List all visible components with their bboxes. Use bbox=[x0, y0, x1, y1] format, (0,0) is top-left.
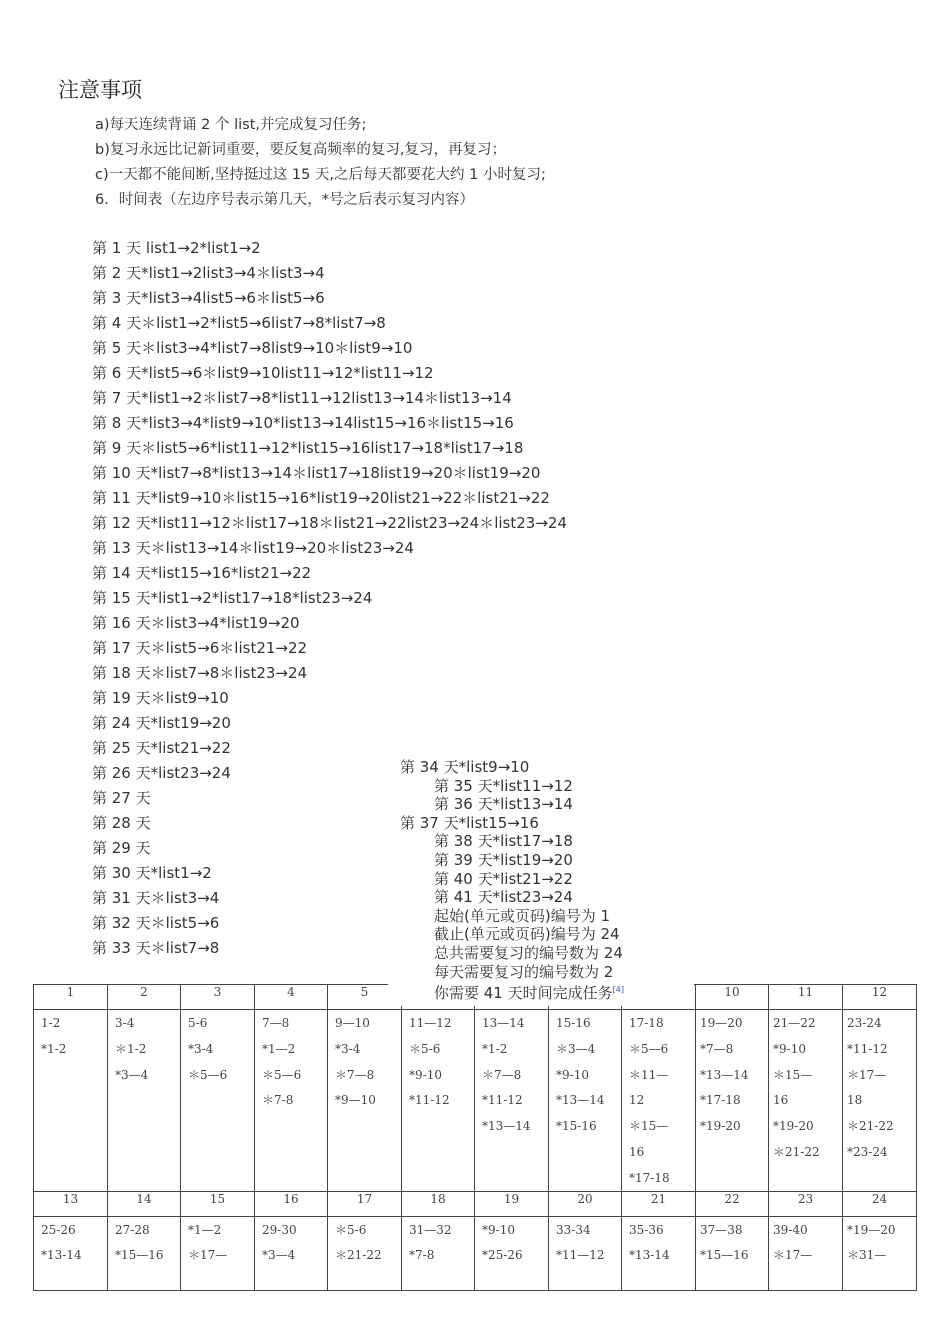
cell-line: ＊3—4 bbox=[556, 1041, 596, 1056]
day-number-cell: 11 bbox=[769, 985, 843, 1010]
schedule-day-line: 第 18 天＊list7→8＊list23→24 bbox=[92, 664, 308, 682]
cell-line: ＊11— bbox=[629, 1067, 669, 1082]
cell-line: *1—2 bbox=[188, 1222, 222, 1237]
cell-line: *19-20 bbox=[773, 1119, 814, 1134]
cell-line: *25-26 bbox=[482, 1248, 523, 1263]
cell-line: *1-2 bbox=[482, 1041, 508, 1056]
cell-line: *9-10 bbox=[773, 1041, 806, 1056]
cell-line: 18 bbox=[847, 1093, 863, 1108]
cell-line: 19—20 bbox=[700, 1016, 743, 1030]
day-content-cell bbox=[34, 1010, 108, 1192]
cell-line: *13—14 bbox=[556, 1093, 605, 1108]
cell-line: ＊21-22 bbox=[773, 1144, 820, 1159]
day-content-cell bbox=[549, 1010, 622, 1192]
schedule-day-line: 第 30 天*list1→2 bbox=[92, 864, 212, 882]
cell-line: ＊15— bbox=[629, 1119, 669, 1134]
day-content-cell bbox=[696, 1216, 769, 1290]
day-content-cell bbox=[328, 1216, 402, 1290]
day-content-cell bbox=[328, 1010, 402, 1192]
day-number-cell: 20 bbox=[549, 1191, 622, 1216]
schedule-right-column bbox=[400, 758, 624, 1003]
cell-line: *3—4 bbox=[115, 1067, 149, 1082]
cell-line: ＊31— bbox=[847, 1248, 887, 1263]
day-number-cell: 19 bbox=[475, 1191, 549, 1216]
table-row bbox=[34, 1216, 917, 1290]
cell-line: *9—10 bbox=[335, 1093, 376, 1108]
schedule-text: 第 36 天*list13→14 bbox=[434, 795, 573, 814]
cell-line: ＊17— bbox=[847, 1067, 887, 1082]
cell-line: 16 bbox=[773, 1093, 789, 1108]
cell-line: *13-14 bbox=[41, 1248, 82, 1263]
day-content-cell bbox=[255, 1216, 328, 1290]
cell-line: ＊5-6 bbox=[335, 1222, 367, 1237]
day-number-cell: 18 bbox=[402, 1191, 475, 1216]
day-content-cell bbox=[181, 1010, 255, 1192]
schedule-day-line: 第 25 天*list21→22 bbox=[92, 739, 231, 757]
cell-line: *17-18 bbox=[629, 1170, 670, 1185]
schedule-day-line bbox=[400, 963, 624, 982]
schedule-day-line: 第 8 天*list3→4*list9→10*list13→14list15→16＊list15→16 bbox=[92, 414, 514, 432]
day-number-cell: 24 bbox=[843, 1191, 917, 1216]
schedule-day-line: 第 5 天＊list3→4*list7→8list9→10＊list9→10 bbox=[92, 339, 413, 357]
cell-line: *13—14 bbox=[700, 1067, 749, 1082]
cell-line: ＊7-8 bbox=[262, 1093, 294, 1108]
cell-line: 21—22 bbox=[773, 1016, 816, 1030]
schedule-day-line: 第 29 天 bbox=[92, 839, 151, 857]
schedule-day-line: 第 10 天*list7→8*list13→14＊list17→18list19→20＊list19→20 bbox=[92, 464, 541, 482]
day-number-cell: 2 bbox=[108, 985, 181, 1010]
schedule-day-line bbox=[400, 758, 624, 777]
cell-line: 5-6 bbox=[188, 1016, 208, 1030]
schedule-text: 第 34 天*list9→10 bbox=[400, 758, 530, 776]
cell-line: *17-18 bbox=[700, 1093, 741, 1108]
cell-line: 1-2 bbox=[41, 1016, 61, 1030]
cell-line: ＊21-22 bbox=[335, 1248, 382, 1263]
cell-line: *1-2 bbox=[41, 1041, 67, 1056]
day-content-cell bbox=[402, 1010, 475, 1192]
cell-line: *11-12 bbox=[409, 1093, 450, 1108]
cell-line: 3-4 bbox=[115, 1016, 135, 1030]
cell-line: 33-34 bbox=[556, 1222, 591, 1237]
day-content-cell bbox=[769, 1010, 843, 1192]
day-content-cell bbox=[34, 1216, 108, 1290]
day-number-cell: 1 bbox=[34, 985, 108, 1010]
schedule-day-line: 第 32 天＊list5→6 bbox=[92, 914, 220, 932]
day-number-cell: 10 bbox=[696, 985, 769, 1010]
schedule-day-line: 第 4 天＊list1→2*list5→6list7→8*list7→8 bbox=[92, 314, 386, 332]
schedule-day-line: 第 31 天＊list3→4 bbox=[92, 889, 220, 907]
table-header-row bbox=[34, 1191, 917, 1216]
note-line: b)复习永远比记新词重要，要反复高频率的复习,复习，再复习； bbox=[95, 142, 506, 158]
schedule-day-line bbox=[400, 944, 624, 963]
schedule-day-line: 第 15 天*list1→2*list17→18*list23→24 bbox=[92, 589, 373, 607]
cell-line: ＊7—8 bbox=[335, 1067, 375, 1082]
cell-line: ＊1-2 bbox=[115, 1041, 147, 1056]
schedule-day-line: 第 2 天*list1→2list3→4＊list3→4 bbox=[92, 264, 325, 282]
schedule-day-line: 第 13 天＊list13→14＊list19→20＊list23→24 bbox=[92, 539, 414, 557]
cell-line: *7—8 bbox=[700, 1041, 734, 1056]
schedule-text: 第 41 天*list23→24 bbox=[434, 888, 573, 907]
cell-line: 9—10 bbox=[335, 1016, 370, 1030]
cell-line: *11-12 bbox=[847, 1041, 888, 1056]
cell-line: 11—12 bbox=[409, 1016, 452, 1030]
cell-line: ＊5-6 bbox=[409, 1041, 441, 1056]
page-title: 注意事项 bbox=[58, 78, 142, 102]
cell-line: *19—20 bbox=[847, 1222, 896, 1237]
cell-line: 37—38 bbox=[700, 1222, 743, 1237]
cell-line: *7-8 bbox=[409, 1248, 435, 1263]
cell-line: *11—12 bbox=[556, 1248, 605, 1263]
cell-line: 35-36 bbox=[629, 1222, 664, 1237]
cell-line: 39-40 bbox=[773, 1222, 808, 1237]
cell-line: ＊17— bbox=[773, 1248, 813, 1263]
schedule-text: 截止(单元或页码)编号为 24 bbox=[434, 925, 620, 944]
schedule-day-line: 第 14 天*list15→16*list21→22 bbox=[92, 564, 312, 582]
schedule-day-line bbox=[400, 832, 624, 851]
schedule-day-line: 第 9 天＊list5→6*list11→12*list15→16list17→18*list17→18 bbox=[92, 439, 524, 457]
day-number-cell: 13 bbox=[34, 1191, 108, 1216]
review-table bbox=[33, 984, 917, 1291]
day-content-cell bbox=[108, 1216, 181, 1290]
cell-line: *23-24 bbox=[847, 1144, 888, 1159]
day-content-cell bbox=[475, 1216, 549, 1290]
day-number-cell: 12 bbox=[843, 985, 917, 1010]
cell-line: *1—2 bbox=[262, 1041, 296, 1056]
cell-line: 31—32 bbox=[409, 1222, 452, 1237]
cell-line: ＊17— bbox=[188, 1248, 228, 1263]
day-number-cell: 17 bbox=[328, 1191, 402, 1216]
cell-line: *9-10 bbox=[556, 1067, 589, 1082]
schedule-day-line: 第 6 天*list5→6＊list9→10list11→12*list11→12 bbox=[92, 364, 434, 382]
schedule-day-line bbox=[400, 888, 624, 907]
cell-line: 12 bbox=[629, 1093, 645, 1108]
schedule-text: 起始(单元或页码)编号为 1 bbox=[434, 906, 611, 925]
day-content-cell bbox=[402, 1216, 475, 1290]
schedule-day-line: 第 26 天*list23→24 bbox=[92, 764, 231, 782]
day-content-cell bbox=[475, 1010, 549, 1192]
cell-line: *15—16 bbox=[700, 1248, 749, 1263]
schedule-text: 第 35 天*list11→12 bbox=[434, 776, 573, 795]
notes-list bbox=[95, 113, 546, 213]
schedule-day-line: 第 12 天*list11→12＊list17→18＊list21→22list23→24＊list23→24 bbox=[92, 514, 567, 532]
cell-line: ＊7—8 bbox=[482, 1067, 522, 1082]
day-content-cell bbox=[696, 1010, 769, 1192]
day-content-cell bbox=[181, 1216, 255, 1290]
schedule-text: 第 39 天*list19→20 bbox=[434, 850, 573, 869]
day-number-cell: 3 bbox=[181, 985, 255, 1010]
cell-line: ＊21-22 bbox=[847, 1119, 894, 1134]
cell-line: 17-18 bbox=[629, 1016, 664, 1030]
cell-line: 7—8 bbox=[262, 1016, 290, 1030]
day-content-cell bbox=[622, 1010, 696, 1192]
cell-line: 13—14 bbox=[482, 1016, 525, 1030]
schedule-text: 你需要 41 天时间完成任务 bbox=[434, 984, 613, 1003]
schedule-day-line bbox=[400, 777, 624, 796]
schedule-day-line: 第 16 天＊list3→4*list19→20 bbox=[92, 614, 300, 632]
cell-line: ＊15— bbox=[773, 1067, 813, 1082]
cell-line: 16 bbox=[629, 1144, 645, 1159]
schedule-day-line: 第 19 天＊list9→10 bbox=[92, 689, 229, 707]
schedule-day-line bbox=[400, 981, 624, 1003]
day-content-cell bbox=[843, 1010, 917, 1192]
day-number-cell: 16 bbox=[255, 1191, 328, 1216]
cell-line: ＊5—6 bbox=[629, 1041, 669, 1056]
day-content-cell bbox=[108, 1010, 181, 1192]
cell-line: ＊5—6 bbox=[262, 1067, 302, 1082]
cell-line: *3—4 bbox=[262, 1248, 296, 1263]
schedule-day-line bbox=[400, 814, 624, 833]
cell-line: 25-26 bbox=[41, 1222, 76, 1237]
day-number-cell: 21 bbox=[622, 1191, 696, 1216]
cell-line: *3-4 bbox=[188, 1041, 214, 1056]
cell-line: *13—14 bbox=[482, 1119, 531, 1134]
schedule-text: 第 37 天*list15→16 bbox=[400, 813, 539, 832]
schedule-day-line: 第 11 天*list9→10＊list15→16*list19→20list21→22＊list21→22 bbox=[92, 489, 550, 507]
day-content-cell bbox=[255, 1010, 328, 1192]
schedule-day-line: 第 24 天*list19→20 bbox=[92, 714, 231, 732]
cell-line: 23-24 bbox=[847, 1016, 882, 1030]
schedule-text: 第 40 天*list21→22 bbox=[434, 869, 573, 888]
schedule-text: 总共需要复习的编号数为 24 bbox=[434, 943, 623, 962]
schedule-day-line: 第 33 天＊list7→8 bbox=[92, 939, 220, 957]
schedule-day-line bbox=[400, 925, 624, 944]
cell-line: *15—16 bbox=[115, 1248, 164, 1263]
schedule-day-line: 第 1 天 list1→2*list1→2 bbox=[92, 239, 261, 257]
schedule-day-line: 第 28 天 bbox=[92, 814, 151, 832]
schedule-day-line bbox=[400, 851, 624, 870]
day-content-cell bbox=[769, 1216, 843, 1290]
schedule-day-line bbox=[400, 907, 624, 926]
schedule-day-line bbox=[400, 795, 624, 814]
cell-line: ＊5—6 bbox=[188, 1067, 228, 1082]
footnote-reference: [4] bbox=[612, 985, 624, 995]
cell-line: *11-12 bbox=[482, 1093, 523, 1108]
cell-line: *19-20 bbox=[700, 1119, 741, 1134]
schedule-day-line: 第 27 天 bbox=[92, 789, 151, 807]
cell-line: *9-10 bbox=[482, 1222, 515, 1237]
schedule-text: 第 38 天*list17→18 bbox=[434, 832, 573, 851]
cell-line: *9-10 bbox=[409, 1067, 442, 1082]
note-line: c)一天都不能间断,坚持挺过这 15 天,之后每天都要花大约 1 小时复习; bbox=[95, 167, 546, 183]
cell-line: 27-28 bbox=[115, 1222, 150, 1237]
schedule-day-line: 第 17 天＊list5→6＊list21→22 bbox=[92, 639, 308, 657]
day-number-cell: 14 bbox=[108, 1191, 181, 1216]
cell-line: *15-16 bbox=[556, 1119, 597, 1134]
schedule-day-line bbox=[400, 870, 624, 889]
cell-line: 15-16 bbox=[556, 1016, 591, 1030]
note-line: 6．时间表（左边序号表示第几天，*号之后表示复习内容） bbox=[95, 192, 474, 208]
day-number-cell: 23 bbox=[769, 1191, 843, 1216]
cell-line: *3-4 bbox=[335, 1041, 361, 1056]
day-content-cell bbox=[549, 1216, 622, 1290]
day-number-cell: 5 bbox=[328, 985, 402, 1010]
day-number-cell: 15 bbox=[181, 1191, 255, 1216]
schedule-day-line: 第 3 天*list3→4list5→6＊list5→6 bbox=[92, 289, 325, 307]
day-number-cell: 22 bbox=[696, 1191, 769, 1216]
day-content-cell bbox=[622, 1216, 696, 1290]
cell-line: 29-30 bbox=[262, 1222, 297, 1237]
day-content-cell bbox=[843, 1216, 917, 1290]
day-number-cell: 4 bbox=[255, 985, 328, 1010]
table-row bbox=[34, 1010, 917, 1192]
schedule-day-line: 第 7 天*list1→2＊list7→8*list11→12list13→14＊list13→14 bbox=[92, 389, 512, 407]
note-line: a)每天连续背诵 2 个 list,并完成复习任务; bbox=[95, 117, 367, 133]
schedule-text: 每天需要复习的编号数为 2 bbox=[434, 962, 614, 981]
cell-line: *13-14 bbox=[629, 1248, 670, 1263]
